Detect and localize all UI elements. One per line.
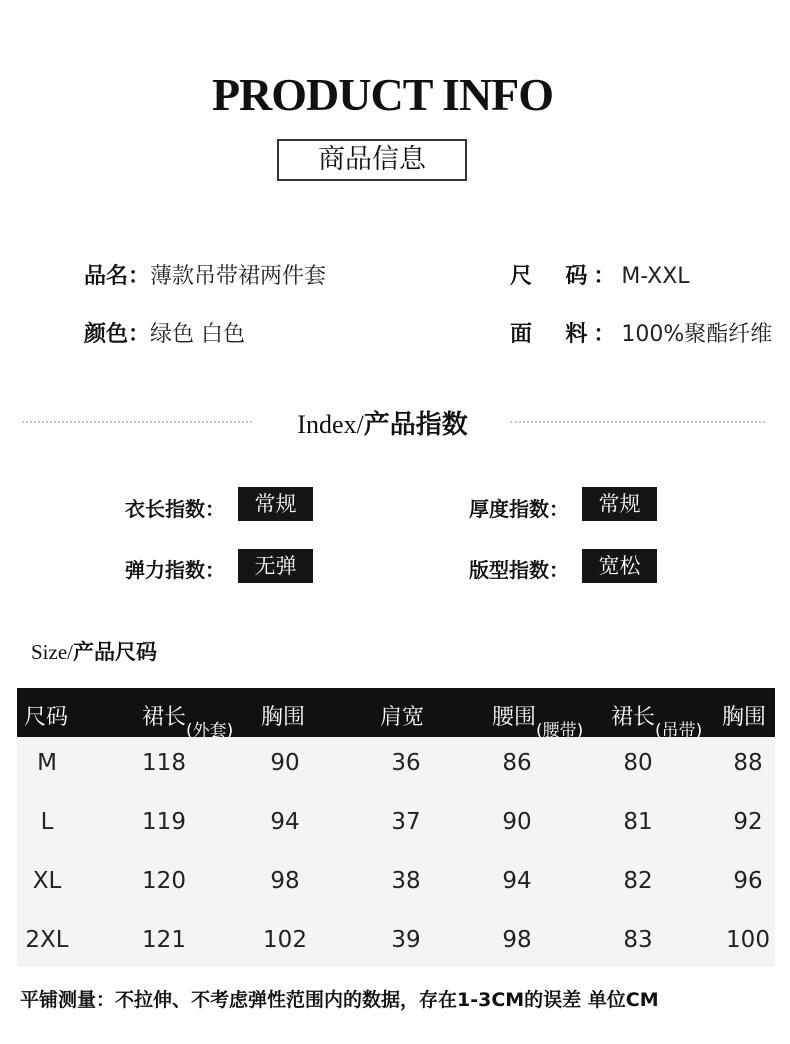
product-color-value: 绿色 白色: [150, 322, 246, 347]
product-fabric-label: 面 料：: [510, 322, 622, 347]
table-cell: 98: [502, 927, 532, 953]
index-title-en: Index/: [297, 410, 364, 439]
product-size-row: [510, 259, 690, 290]
table-cell: 80: [623, 750, 653, 776]
page-title: PRODUCT INFO: [211, 69, 554, 120]
table-header-dress-length-coat: 裙长$_{(外套)}$: [142, 705, 234, 741]
product-color-row: [84, 317, 245, 348]
index-value-fit: 宽松: [582, 549, 657, 583]
table-cell: 102: [263, 927, 307, 953]
table-cell: 92: [733, 809, 763, 835]
table-cell: 38: [391, 868, 421, 894]
table-header-shoulder: 肩宽: [380, 705, 425, 730]
product-fabric-row: [510, 317, 772, 348]
table-cell: 98: [270, 868, 300, 894]
table-cell: 39: [391, 927, 421, 953]
index-label-elasticity: 弹力指数：: [125, 558, 225, 582]
table-cell: 121: [142, 927, 186, 953]
table-cell: M: [37, 750, 57, 776]
product-name-value: 薄款吊带裙两件套: [150, 264, 327, 289]
table-cell: L: [40, 809, 54, 835]
product-name-row: [84, 259, 326, 290]
table-cell: 88: [733, 750, 763, 776]
product-size-label: 尺 码：: [510, 264, 622, 289]
table-cell: 120: [142, 868, 186, 894]
table-header-size: 尺码: [24, 705, 69, 730]
index-value-length: 常规: [238, 487, 313, 521]
index-value-elasticity: 无弹: [238, 549, 313, 583]
table-cell: XL: [32, 868, 62, 894]
product-fabric-value: 100%聚酯纤维: [621, 322, 773, 347]
table-header-bust: 胸围: [261, 705, 306, 730]
table-cell: 90: [502, 809, 532, 835]
table-cell: 94: [502, 868, 532, 894]
table-cell: 118: [142, 750, 186, 776]
table-cell: 2XL: [25, 927, 69, 953]
product-color-label: 颜色：: [84, 322, 151, 347]
size-title-en: Size/: [31, 640, 73, 664]
index-label-length: 衣长指数：: [125, 497, 225, 521]
table-cell: 83: [623, 927, 653, 953]
index-section-title: [0, 404, 765, 441]
table-cell: 90: [270, 750, 300, 776]
table-cell: 119: [142, 809, 186, 835]
product-size-value: M-XXL: [621, 264, 690, 289]
product-name-label: 品名：: [84, 264, 151, 289]
subtitle-box: 商品信息: [277, 139, 467, 181]
table-header-waist-belt: 腰围$_{(腰带)}$: [492, 705, 584, 741]
table-cell: 86: [502, 750, 532, 776]
table-cell: 82: [623, 868, 653, 894]
table-cell: 100: [726, 927, 770, 953]
table-cell: 36: [391, 750, 421, 776]
index-label-thickness: 厚度指数：: [469, 497, 569, 521]
table-cell: 81: [623, 809, 653, 835]
index-value-thickness: 常规: [582, 487, 657, 521]
size-section-title: [31, 636, 157, 666]
table-header-dress-length-slip: 裙长$_{(吊带)}$: [611, 705, 703, 741]
table-cell: 96: [733, 868, 763, 894]
table-cell: 94: [270, 809, 300, 835]
index-label-fit: 版型指数：: [469, 558, 569, 582]
index-title-cn: 产品指数: [363, 410, 468, 440]
measurement-note: 平铺测量：不拉伸、不考虑弹性范围内的数据，存在1-3CM的误差 单位CM: [20, 989, 659, 1011]
size-title-cn: 产品尺码: [73, 640, 157, 664]
table-header-bust-slip: 胸围: [722, 705, 767, 730]
table-cell: 37: [391, 809, 421, 835]
